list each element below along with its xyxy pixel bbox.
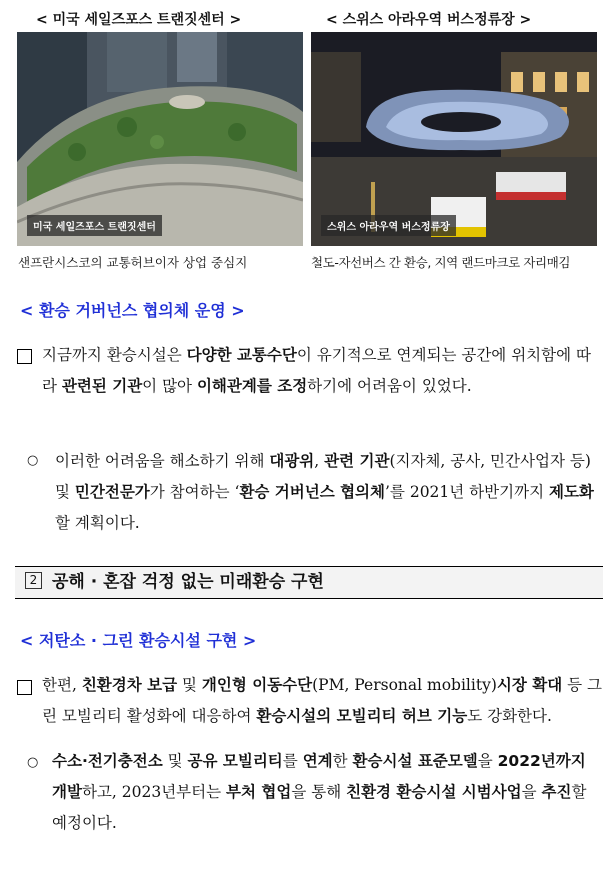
- green-paragraph-1: 한편, 친환경차 보급 및 개인형 이동수단(PM, Personal mobility)시장 확대 등 그린 모빌리티 활성화에 대응하여 환승시설의 모빌리티 허브 기능도 강화한다.: [42, 676, 602, 725]
- right-photo-subcaption: 철도-자선버스 간 환승, 지역 랜드마크로 자리매김: [311, 255, 571, 270]
- right-photo-label: 스위스 아라우역 버스정류장: [321, 215, 456, 236]
- salesforce-transit-center-photo: [17, 32, 303, 246]
- section-number: 2: [25, 572, 42, 589]
- right-photo-caption: < 스위스 아라우역 버스정류장 >: [326, 12, 532, 28]
- governance-heading: < 환승 거버넌스 협의체 운영 >: [20, 301, 245, 320]
- left-photo-subcaption: 샌프란시스코의 교통허브이자 상업 중심지: [18, 255, 248, 270]
- governance-paragraph-2: 이러한 어려움을 해소하기 위해 대광위, 관련 기관(지자체, 공사, 민간사업자 등) 및 민간전문가가 참여하는 ‘환승 거버넌스 협의체’를 2021년 하반기까지 제도화할 계획이다.: [55, 452, 594, 532]
- circle-bullet-icon: ○: [27, 755, 39, 770]
- square-bullet-icon: [17, 349, 32, 364]
- green-paragraph-2: 수소·전기충전소 및 공유 모빌리티를 연계한 환승시설 표준모델을 2022년까지 개발하고, 2023년부터는 부처 협업을 통해 친환경 환승시설 시범사업을 추진할 예정이다.: [52, 752, 587, 832]
- section-title: 공해 · 혼잡 걱정 없는 미래환승 구현: [52, 572, 324, 592]
- circle-bullet-icon: ○: [27, 453, 39, 468]
- square-bullet-icon: [17, 680, 32, 695]
- left-photo-caption: < 미국 세일즈포스 트랜짓센터 >: [36, 12, 242, 28]
- aarau-bus-station-photo: [311, 32, 597, 246]
- section-2-header: [15, 566, 603, 599]
- left-photo-label: 미국 세일즈포스 트랜짓센터: [27, 215, 162, 236]
- governance-paragraph-1: 지금까지 환승시설은 다양한 교통수단이 유기적으로 연계되는 공간에 위치함에 따라 관련된 기관이 많아 이해관계를 조정하기에 어려움이 있었다.: [42, 346, 591, 395]
- green-heading: < 저탄소 · 그린 환승시설 구현 >: [20, 631, 257, 650]
